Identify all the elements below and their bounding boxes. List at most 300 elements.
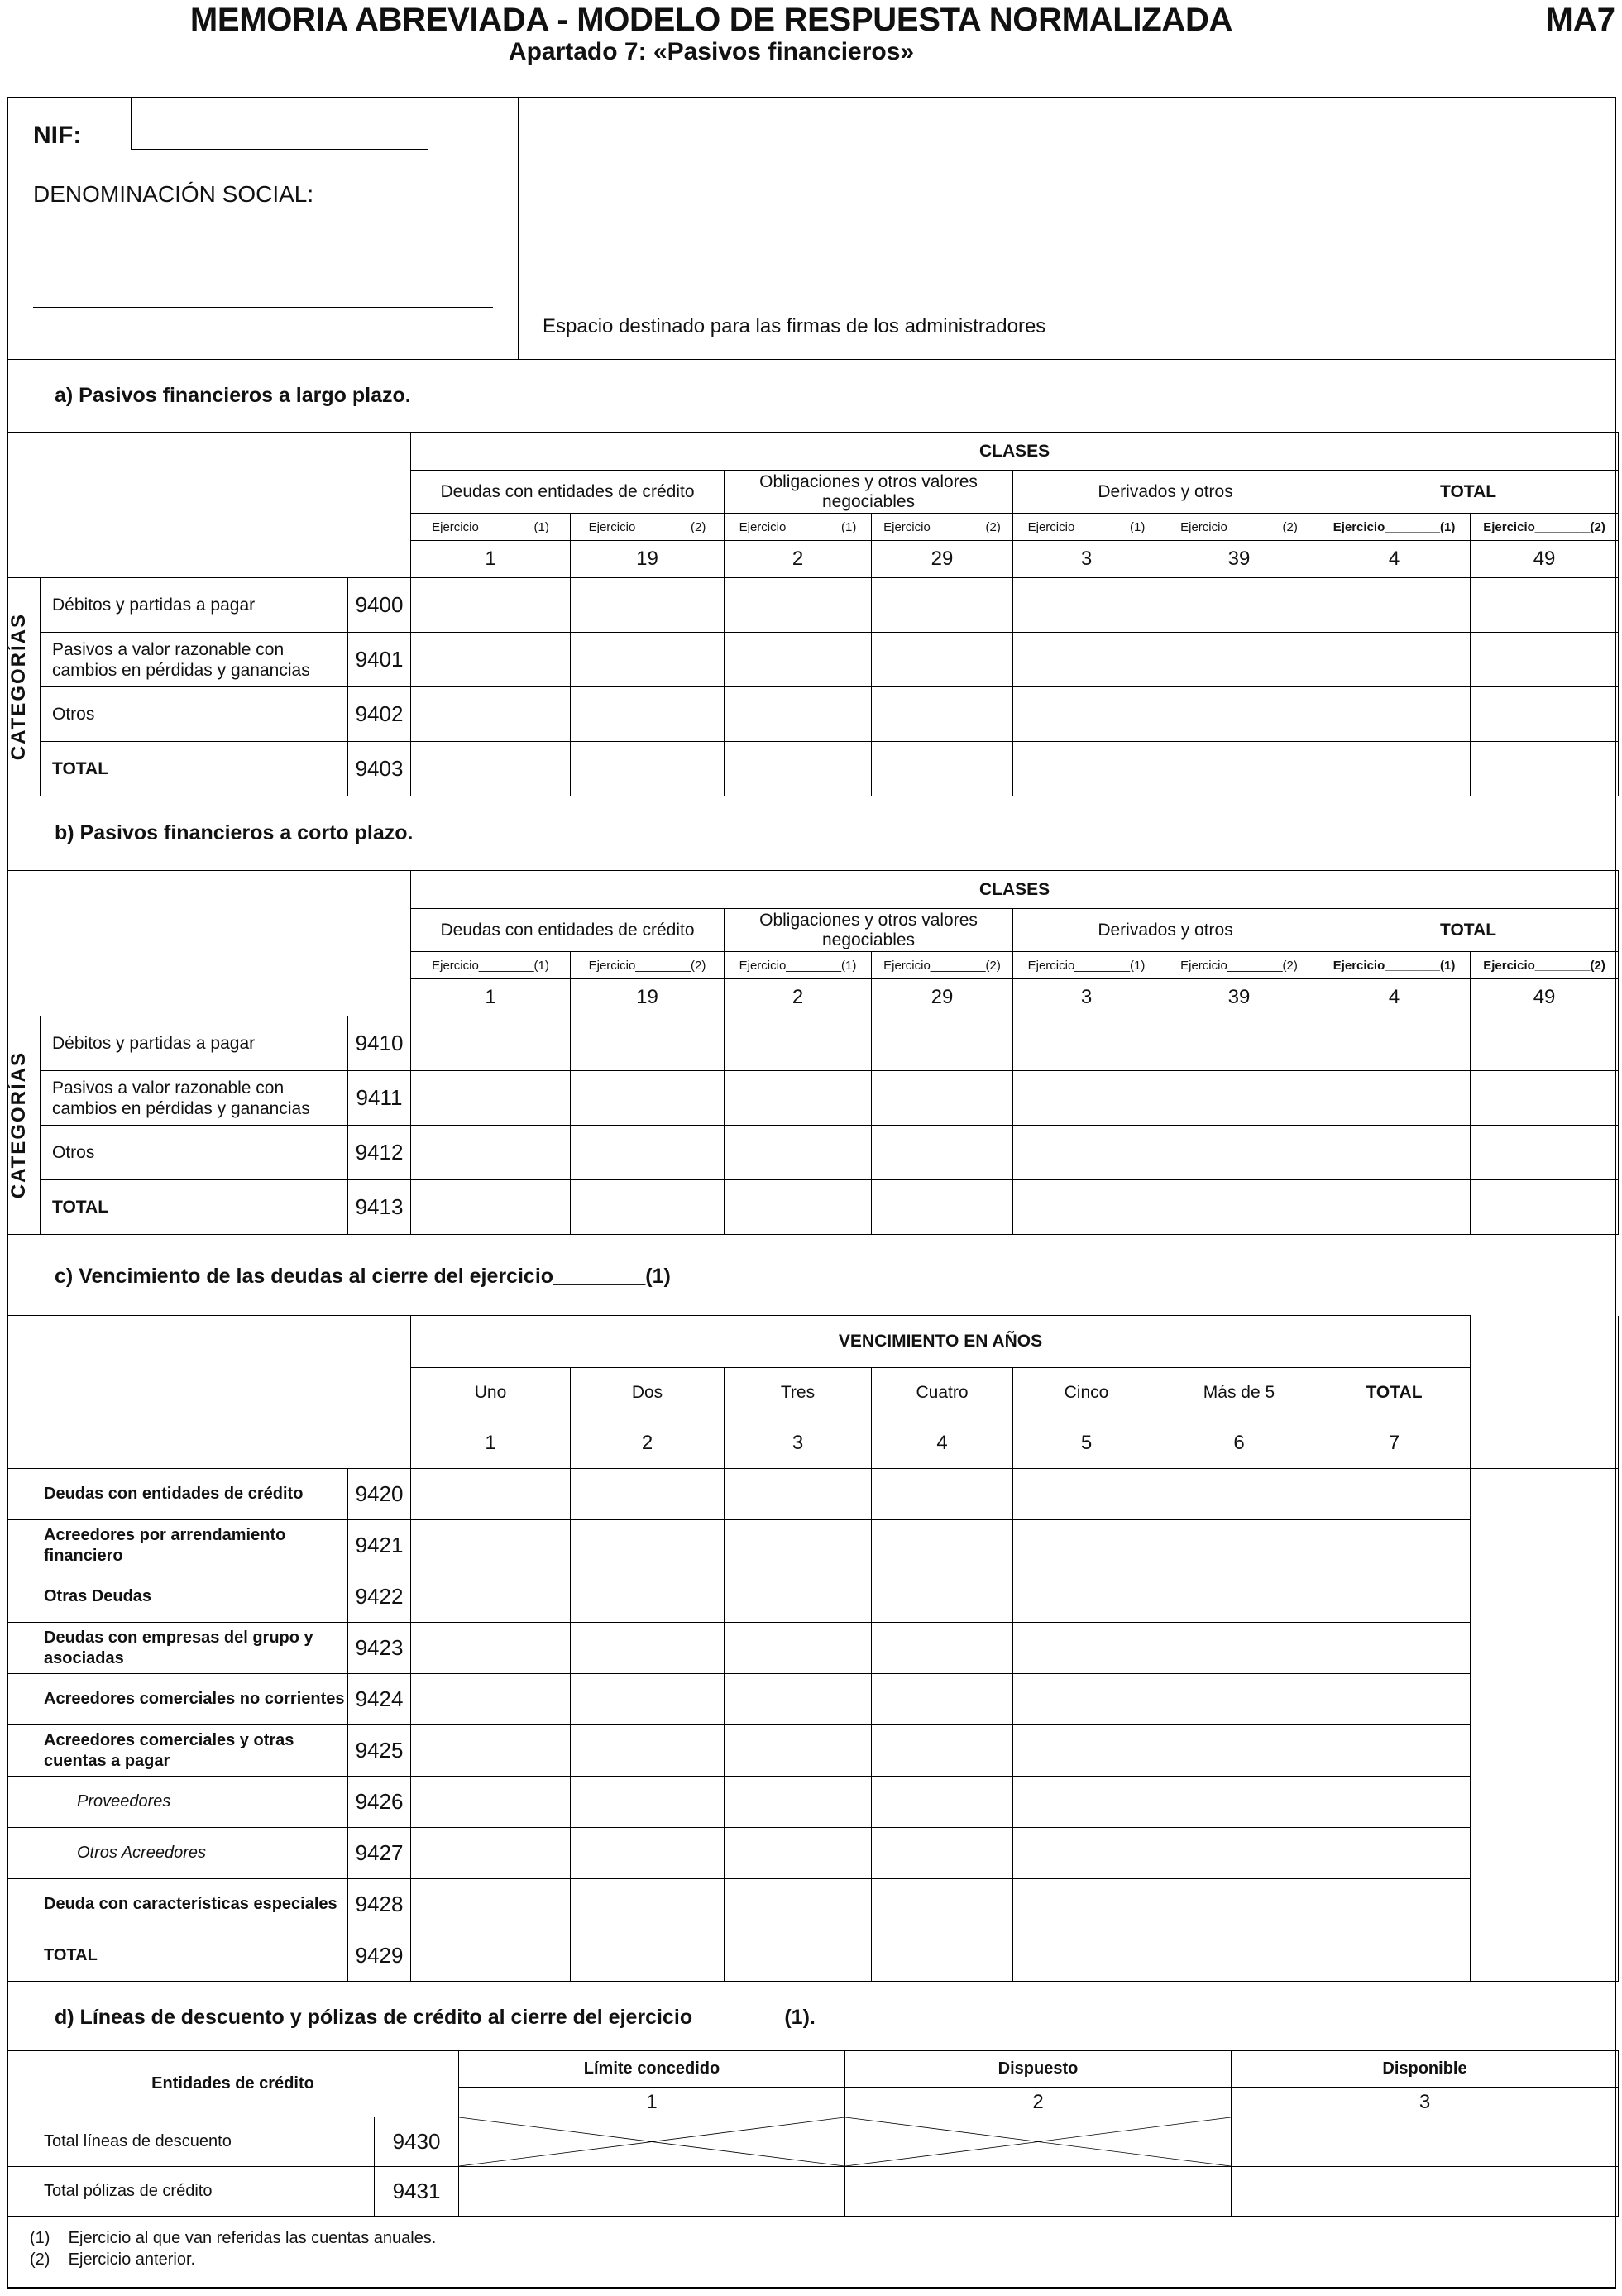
section-c-table <box>7 1315 1619 1982</box>
row-code: 9421 <box>348 1520 411 1571</box>
input-cell[interactable] <box>411 633 571 687</box>
col-header: Límite concedido <box>459 2051 845 2088</box>
row-label: Débitos y partidas a pagar <box>41 1016 348 1071</box>
input-cell[interactable] <box>1160 1071 1318 1126</box>
row-code: 9403 <box>348 742 411 796</box>
input-cell[interactable] <box>872 1016 1013 1071</box>
spacer-cell <box>1471 1674 1619 1725</box>
nif-label: NIF: <box>33 122 82 149</box>
input-cell[interactable] <box>1013 1879 1160 1930</box>
row-code: 9401 <box>348 633 411 687</box>
input-cell[interactable] <box>571 1674 725 1725</box>
row-label: Pasivos a valor razonable con cambios en pérdidas y ganancias <box>41 1071 348 1126</box>
row-label: Proveedores <box>7 1777 348 1828</box>
vencimiento-header: VENCIMIENTO EN AÑOS <box>411 1316 1471 1368</box>
input-cell[interactable] <box>1318 633 1471 687</box>
input-cell[interactable] <box>411 1126 571 1180</box>
section-d-table <box>7 2050 1619 2217</box>
section-a-title-bar <box>8 359 1615 432</box>
input-cell[interactable] <box>1471 1126 1619 1180</box>
input-cell[interactable] <box>725 1777 872 1828</box>
ejercicio-label: Ejercicio________(2) <box>571 514 725 541</box>
input-cell[interactable] <box>872 687 1013 742</box>
input-cell[interactable] <box>1160 1777 1318 1828</box>
input-cell[interactable] <box>872 1571 1013 1623</box>
spacer-cell <box>1471 1725 1619 1777</box>
firmas-label: Espacio destinado para las firmas de los administradores <box>543 315 1046 337</box>
input-cell[interactable] <box>571 1180 725 1235</box>
table-row <box>7 1777 1619 1828</box>
input-cell[interactable] <box>571 1126 725 1180</box>
row-label: Acreedores comerciales y otras cuentas a pagar <box>7 1725 348 1777</box>
table-row <box>7 687 1619 742</box>
column-code: 4 <box>1318 979 1471 1016</box>
input-cell[interactable] <box>1318 1777 1471 1828</box>
col-header: Tres <box>725 1368 872 1418</box>
input-cell[interactable] <box>1013 1126 1160 1180</box>
input-cell[interactable] <box>872 1180 1013 1235</box>
class-derivados: Derivados y otros <box>1013 471 1318 514</box>
ejercicio-label: Ejercicio________(2) <box>1160 952 1318 979</box>
table-row <box>7 578 1619 633</box>
row-label: Total pólizas de crédito <box>7 2167 375 2217</box>
ejercicio-label: Ejercicio________(1) <box>1318 952 1471 979</box>
section-d-table-wrap <box>7 2050 1619 2217</box>
section-b-title: b) Pasivos financieros a corto plazo. <box>55 820 414 844</box>
input-cell[interactable] <box>1160 742 1318 796</box>
row-code: 9427 <box>348 1828 411 1879</box>
ejercicio-label: Ejercicio________(2) <box>872 952 1013 979</box>
ejercicio-label: Ejercicio________(1) <box>1013 514 1160 541</box>
corner-cell <box>7 1316 411 1469</box>
input-cell[interactable] <box>1471 742 1619 796</box>
page-subtitle: Apartado 7: «Pasivos financieros» <box>508 38 915 65</box>
column-code: 3 <box>725 1418 872 1469</box>
input-cell[interactable] <box>1013 1071 1160 1126</box>
input-cell[interactable] <box>1471 1180 1619 1235</box>
section-b-table-wrap <box>7 870 1619 1235</box>
input-cell[interactable] <box>845 2167 1232 2217</box>
input-cell[interactable] <box>1471 1016 1619 1071</box>
row-code: 9426 <box>348 1777 411 1828</box>
input-cell[interactable] <box>411 1879 571 1930</box>
input-cell[interactable] <box>1318 1828 1471 1879</box>
row-code: 9410 <box>348 1016 411 1071</box>
input-cell[interactable] <box>411 1725 571 1777</box>
section-c-title-bar <box>8 1237 1615 1315</box>
spacer-cell <box>1471 1930 1619 1982</box>
input-cell[interactable] <box>1013 1016 1160 1071</box>
input-cell[interactable] <box>411 1071 571 1126</box>
input-cell[interactable] <box>1013 687 1160 742</box>
column-code: 19 <box>571 541 725 578</box>
input-cell[interactable] <box>1471 633 1619 687</box>
col-header: Disponible <box>1232 2051 1619 2088</box>
row-label: Deudas con empresas del grupo y asociadas <box>7 1623 348 1674</box>
input-cell[interactable] <box>1318 1930 1471 1982</box>
input-cell[interactable] <box>411 687 571 742</box>
footnote: (2) Ejercicio anterior. <box>30 2251 196 2269</box>
ejercicio-label: Ejercicio________(2) <box>1471 952 1619 979</box>
row-label: Deuda con características especiales <box>7 1879 348 1930</box>
spacer-cell <box>1471 1520 1619 1571</box>
input-cell[interactable] <box>1160 687 1318 742</box>
column-code: 2 <box>571 1418 725 1469</box>
input-cell[interactable] <box>411 1180 571 1235</box>
row-code: 9412 <box>348 1126 411 1180</box>
row-label: Pasivos a valor razonable con cambios en pérdidas y ganancias <box>41 633 348 687</box>
input-cell[interactable] <box>1318 1016 1471 1071</box>
section-a-table <box>7 432 1619 796</box>
row-code: 9428 <box>348 1879 411 1930</box>
section-c-title: c) Vencimiento de las deudas al cierre del ejercicio________(1) <box>55 1264 671 1288</box>
input-cell[interactable] <box>1318 1674 1471 1725</box>
input-cell[interactable] <box>411 1520 571 1571</box>
column-code: 49 <box>1471 541 1619 578</box>
form-code: MA7 <box>1545 2 1615 38</box>
input-cell[interactable] <box>571 742 725 796</box>
table-row <box>7 1725 1619 1777</box>
input-cell[interactable] <box>1471 687 1619 742</box>
table-row <box>7 1126 1619 1180</box>
input-cell[interactable] <box>1318 1879 1471 1930</box>
ejercicio-label: Ejercicio________(1) <box>1318 514 1471 541</box>
section-a-title: a) Pasivos financieros a largo plazo. <box>55 384 411 407</box>
col-header: Cinco <box>1013 1368 1160 1418</box>
input-cell[interactable] <box>1013 1180 1160 1235</box>
input-cell[interactable] <box>571 1520 725 1571</box>
input-cell[interactable] <box>411 1777 571 1828</box>
ejercicio-label: Ejercicio________(1) <box>1013 952 1160 979</box>
row-label: Débitos y partidas a pagar <box>41 578 348 633</box>
footnote: (1) Ejercicio al que van referidas las cuentas anuales. <box>30 2229 437 2247</box>
footnotes <box>30 2227 436 2270</box>
column-code: 29 <box>872 979 1013 1016</box>
row-code: 9402 <box>348 687 411 742</box>
input-cell[interactable] <box>1318 1623 1471 1674</box>
input-cell[interactable] <box>1318 1071 1471 1126</box>
input-cell[interactable] <box>571 687 725 742</box>
ejercicio-label: Ejercicio________(2) <box>1160 514 1318 541</box>
row-label: TOTAL <box>7 1930 348 1982</box>
input-cell[interactable] <box>1013 1469 1160 1520</box>
input-cell[interactable] <box>1318 687 1471 742</box>
form-frame <box>7 97 1616 2289</box>
input-cell[interactable] <box>411 1930 571 1982</box>
input-cell[interactable] <box>1160 1126 1318 1180</box>
table-row <box>7 1180 1619 1235</box>
column-code: 1 <box>459 2088 845 2117</box>
column-code: 2 <box>845 2088 1232 2117</box>
input-cell[interactable] <box>1160 1016 1318 1071</box>
input-cell[interactable] <box>571 1071 725 1126</box>
input-cell[interactable] <box>1013 1725 1160 1777</box>
row-label: Otros <box>41 687 348 742</box>
class-obligaciones: Obligaciones y otros valores negociables <box>725 909 1013 952</box>
corner-cell <box>7 433 411 578</box>
entidades-header: Entidades de crédito <box>7 2051 459 2117</box>
row-code: 9424 <box>348 1674 411 1725</box>
column-code: 7 <box>1318 1418 1471 1469</box>
column-code: 5 <box>1013 1418 1160 1469</box>
ejercicio-label: Ejercicio________(2) <box>571 952 725 979</box>
input-cell[interactable] <box>1232 2167 1619 2217</box>
spacer-cell <box>1471 1469 1619 1520</box>
input-cell[interactable] <box>1160 1571 1318 1623</box>
spacer-cell <box>1471 1777 1619 1828</box>
col-header: TOTAL <box>1318 1368 1471 1418</box>
input-cell[interactable] <box>1013 1930 1160 1982</box>
input-cell[interactable] <box>872 1674 1013 1725</box>
input-cell[interactable] <box>872 1623 1013 1674</box>
clases-header: CLASES <box>411 433 1619 471</box>
class-obligaciones: Obligaciones y otros valores negociables <box>725 471 1013 514</box>
row-label: TOTAL <box>41 742 348 796</box>
class-deudas: Deudas con entidades de crédito <box>411 471 725 514</box>
ejercicio-label: Ejercicio________(1) <box>411 514 571 541</box>
input-cell[interactable] <box>571 1879 725 1930</box>
column-code: 49 <box>1471 979 1619 1016</box>
row-code: 9420 <box>348 1469 411 1520</box>
ejercicio-label: Ejercicio________(1) <box>725 514 872 541</box>
input-cell[interactable] <box>1318 1725 1471 1777</box>
denominacion-line-2[interactable] <box>33 307 493 308</box>
input-cell[interactable] <box>411 1469 571 1520</box>
nif-input[interactable] <box>131 98 428 150</box>
spacer-cell <box>1471 1316 1619 1469</box>
input-cell[interactable] <box>725 742 872 796</box>
input-cell[interactable] <box>1013 742 1160 796</box>
col-header: Más de 5 <box>1160 1368 1318 1418</box>
row-code: 9400 <box>348 578 411 633</box>
col-header: Dos <box>571 1368 725 1418</box>
input-cell[interactable] <box>872 633 1013 687</box>
input-cell[interactable] <box>1013 1828 1160 1879</box>
column-code: 39 <box>1160 979 1318 1016</box>
input-cell[interactable] <box>571 1623 725 1674</box>
column-code: 6 <box>1160 1418 1318 1469</box>
input-cell[interactable] <box>1471 1071 1619 1126</box>
input-cell[interactable] <box>725 1930 872 1982</box>
input-cell[interactable] <box>571 1777 725 1828</box>
input-cell[interactable] <box>411 578 571 633</box>
input-cell[interactable] <box>872 1071 1013 1126</box>
input-cell[interactable] <box>571 578 725 633</box>
column-code: 1 <box>411 1418 571 1469</box>
input-cell[interactable] <box>571 1469 725 1520</box>
input-cell[interactable] <box>1013 578 1160 633</box>
input-cell[interactable] <box>872 1520 1013 1571</box>
row-label: Deudas con entidades de crédito <box>7 1469 348 1520</box>
spacer-cell <box>1471 1879 1619 1930</box>
column-code: 3 <box>1013 541 1160 578</box>
page-title: MEMORIA ABREVIADA - MODELO DE RESPUESTA NORMALIZADA <box>189 2 1233 38</box>
input-cell[interactable] <box>459 2167 845 2217</box>
table-row <box>7 1623 1619 1674</box>
row-label: Otros <box>41 1126 348 1180</box>
row-label: Acreedores comerciales no corrientes <box>7 1674 348 1725</box>
table-row <box>7 1828 1619 1879</box>
input-cell[interactable] <box>1318 1571 1471 1623</box>
input-cell[interactable] <box>725 1126 872 1180</box>
input-cell[interactable] <box>725 1623 872 1674</box>
input-cell[interactable] <box>1160 1828 1318 1879</box>
spacer-cell <box>1471 1828 1619 1879</box>
input-cell[interactable] <box>725 1016 872 1071</box>
input-cell[interactable] <box>411 1623 571 1674</box>
table-row <box>7 1879 1619 1930</box>
crossed-out-cell <box>845 2117 1232 2167</box>
categorias-cell <box>7 578 41 796</box>
table-row <box>7 1469 1619 1520</box>
table-row <box>7 1071 1619 1126</box>
input-cell[interactable] <box>1160 1469 1318 1520</box>
input-cell[interactable] <box>725 1180 872 1235</box>
input-cell[interactable] <box>725 1571 872 1623</box>
denominacion-label: DENOMINACIÓN SOCIAL: <box>33 181 314 207</box>
column-code: 4 <box>872 1418 1013 1469</box>
input-cell[interactable] <box>725 1469 872 1520</box>
table-row <box>7 2167 1619 2217</box>
ejercicio-label: Ejercicio________(2) <box>872 514 1013 541</box>
input-cell[interactable] <box>872 1469 1013 1520</box>
column-code: 19 <box>571 979 725 1016</box>
input-cell[interactable] <box>1318 1126 1471 1180</box>
spacer-cell <box>1471 1623 1619 1674</box>
input-cell[interactable] <box>1232 2117 1619 2167</box>
input-cell[interactable] <box>1013 1623 1160 1674</box>
input-cell[interactable] <box>411 1674 571 1725</box>
cross-mark <box>459 2117 844 2166</box>
categorias-cell <box>7 1016 41 1235</box>
row-label: Otras Deudas <box>7 1571 348 1623</box>
input-cell[interactable] <box>571 1828 725 1879</box>
table-row <box>7 1930 1619 1982</box>
column-code: 4 <box>1318 541 1471 578</box>
input-cell[interactable] <box>725 1520 872 1571</box>
input-cell[interactable] <box>1318 742 1471 796</box>
input-cell[interactable] <box>571 1016 725 1071</box>
input-cell[interactable] <box>725 1879 872 1930</box>
column-code: 39 <box>1160 541 1318 578</box>
input-cell[interactable] <box>1160 1623 1318 1674</box>
input-cell[interactable] <box>411 742 571 796</box>
input-cell[interactable] <box>1160 633 1318 687</box>
input-cell[interactable] <box>872 1879 1013 1930</box>
row-code: 9411 <box>348 1071 411 1126</box>
input-cell[interactable] <box>571 1725 725 1777</box>
section-d-title: d) Líneas de descuento y pólizas de crédito al cierre del ejercicio________(1). <box>55 2006 816 2029</box>
input-cell[interactable] <box>1160 578 1318 633</box>
input-cell[interactable] <box>725 578 872 633</box>
class-total: TOTAL <box>1318 909 1619 952</box>
input-cell[interactable] <box>1318 1469 1471 1520</box>
row-code: 9423 <box>348 1623 411 1674</box>
input-cell[interactable] <box>1471 578 1619 633</box>
input-cell[interactable] <box>1013 633 1160 687</box>
input-cell[interactable] <box>411 1828 571 1879</box>
column-code: 2 <box>725 541 872 578</box>
input-cell[interactable] <box>1160 1674 1318 1725</box>
input-cell[interactable] <box>411 1571 571 1623</box>
input-cell[interactable] <box>872 1126 1013 1180</box>
input-cell[interactable] <box>872 1828 1013 1879</box>
input-cell[interactable] <box>725 1071 872 1126</box>
input-cell[interactable] <box>1160 1180 1318 1235</box>
row-code: 9422 <box>348 1571 411 1623</box>
input-cell[interactable] <box>1160 1930 1318 1982</box>
input-cell[interactable] <box>872 1777 1013 1828</box>
input-cell[interactable] <box>1013 1571 1160 1623</box>
ejercicio-label: Ejercicio________(1) <box>725 952 872 979</box>
input-cell[interactable] <box>1318 578 1471 633</box>
class-deudas: Deudas con entidades de crédito <box>411 909 725 952</box>
input-cell[interactable] <box>725 1725 872 1777</box>
table-row <box>7 1674 1619 1725</box>
column-code: 3 <box>1013 979 1160 1016</box>
input-cell[interactable] <box>872 1725 1013 1777</box>
column-code: 29 <box>872 541 1013 578</box>
column-code: 1 <box>411 541 571 578</box>
input-cell[interactable] <box>571 1571 725 1623</box>
input-cell[interactable] <box>1318 1520 1471 1571</box>
input-cell[interactable] <box>872 1930 1013 1982</box>
input-cell[interactable] <box>1013 1674 1160 1725</box>
section-d-title-bar <box>8 1978 1615 2057</box>
col-header: Dispuesto <box>845 2051 1232 2088</box>
input-cell[interactable] <box>1160 1879 1318 1930</box>
col-header: Cuatro <box>872 1368 1013 1418</box>
input-cell[interactable] <box>725 687 872 742</box>
row-code: 9425 <box>348 1725 411 1777</box>
input-cell[interactable] <box>1318 1180 1471 1235</box>
input-cell[interactable] <box>725 1674 872 1725</box>
input-cell[interactable] <box>571 633 725 687</box>
table-row <box>7 1520 1619 1571</box>
input-cell[interactable] <box>872 578 1013 633</box>
categorias-label: CATEGORÍAS <box>7 613 30 761</box>
row-label: TOTAL <box>41 1180 348 1235</box>
input-cell[interactable] <box>1160 1725 1318 1777</box>
class-total: TOTAL <box>1318 471 1619 514</box>
crossed-out-cell <box>459 2117 845 2167</box>
column-code: 1 <box>411 979 571 1016</box>
input-cell[interactable] <box>1013 1777 1160 1828</box>
input-cell[interactable] <box>872 742 1013 796</box>
table-row <box>7 742 1619 796</box>
row-label: Otros Acreedores <box>7 1828 348 1879</box>
input-cell[interactable] <box>725 633 872 687</box>
table-row <box>7 1016 1619 1071</box>
input-cell[interactable] <box>1160 1520 1318 1571</box>
section-a-table-wrap <box>7 432 1619 796</box>
row-code: 9429 <box>348 1930 411 1982</box>
row-code: 9431 <box>375 2167 459 2217</box>
column-code: 2 <box>725 979 872 1016</box>
input-cell[interactable] <box>571 1930 725 1982</box>
input-cell[interactable] <box>725 1828 872 1879</box>
section-b-table <box>7 870 1619 1235</box>
table-row <box>7 1571 1619 1623</box>
section-c-table-wrap <box>7 1315 1619 1982</box>
row-label: Acreedores por arrendamiento financiero <box>7 1520 348 1571</box>
input-cell[interactable] <box>411 1016 571 1071</box>
ejercicio-label: Ejercicio________(1) <box>411 952 571 979</box>
row-code: 9413 <box>348 1180 411 1235</box>
input-cell[interactable] <box>1013 1520 1160 1571</box>
class-derivados: Derivados y otros <box>1013 909 1318 952</box>
spacer-cell <box>1471 1571 1619 1623</box>
